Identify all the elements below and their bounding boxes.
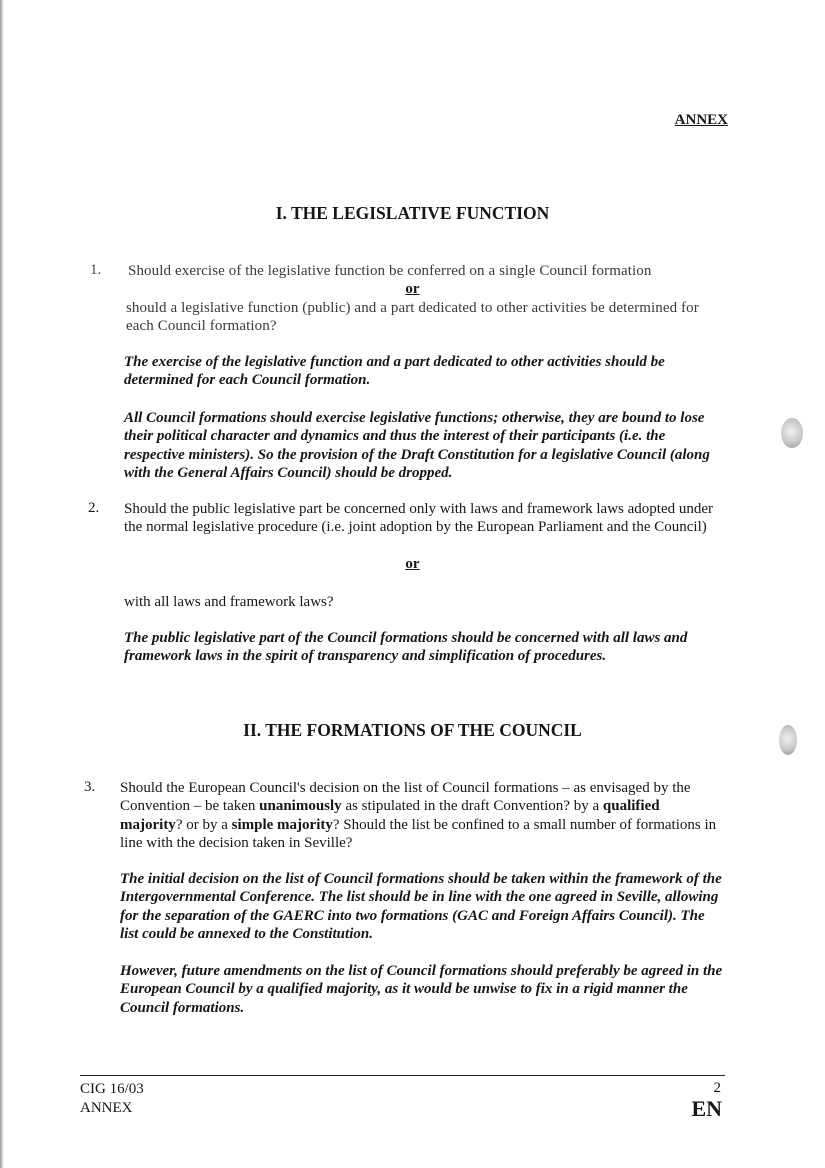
language-code: EN (691, 1096, 722, 1121)
footer-annex-label: ANNEX (80, 1099, 133, 1116)
page-number: 2 (713, 1080, 721, 1096)
answer-paragraph: The initial decision on the list of Council formations should be taken within the framework of the Intergovernmental Conference. The list should be in line with the one agreed in Seville, allowing for the separation of the GAERC into two formations (GAC and Foreign Affairs Council). The list could be annexed to the Constitution. (120, 871, 722, 942)
item-question: should a legislative function (public) and a part dedicated to other activities be determined for each Council formation? (126, 300, 699, 335)
emphasis-unanimously: unanimously (259, 798, 342, 815)
annex-heading: ANNEX (674, 112, 728, 128)
item-number: 2. (88, 500, 100, 516)
item-question: with all laws and framework laws? (124, 594, 334, 610)
answer-paragraph: All Council formations should exercise legislative functions; otherwise, they are bound to lose their political character and dynamics and thus the interest of their participants (i.e. the respective ministers). So the provision of the Draft Constitution for a legislative Council (along with the General Affairs Council) should be dropped. (124, 410, 710, 481)
doc-reference: CIG 16/03 (80, 1081, 144, 1097)
item-question: Should exercise of the legislative function be conferred on a single Council formation (128, 263, 652, 279)
emphasis-simple-majority: simple majority (231, 816, 333, 833)
or-separator: or (405, 281, 420, 297)
item-question: Should the public legislative part be concerned only with laws and framework laws adopted under the normal legislative procedure (i.e. joint adoption by the European Parliament and the Council) (124, 501, 713, 536)
punch-hole-mark (781, 418, 803, 448)
answer-paragraph: The exercise of the legislative function and a part dedicated to other activities should be determined for each Council formation. (124, 354, 665, 389)
answer-paragraph: The public legislative part of the Council formations should be concerned with all laws and framework laws in the spirit of transparency and simplification of procedures. (124, 630, 688, 665)
item-question: Should the European Council's decision on the list of Council formations – as envisaged by the Convention – be taken unanimously as stipulated in the draft Convention? by a qualified majority? or by a simple majority? Should the list be confined to a small number of formations in line with the decision taken in Seville? (120, 780, 717, 851)
scan-edge (0, 0, 4, 1168)
item-number: 3. (84, 779, 96, 795)
footer-divider (80, 1075, 725, 1076)
section-title-council-formations: II. THE FORMATIONS OF THE COUNCIL (243, 720, 582, 740)
answer-paragraph: However, future amendments on the list of Council formations should preferably be agreed in the European Council by a qualified majority, as it would be unwise to fix in a rigid manner the Council formations. (120, 963, 723, 1016)
emphasis-qualified-majority: qualified majority (120, 798, 660, 833)
section-title-legislative-function: I. THE LEGISLATIVE FUNCTION (275, 203, 550, 223)
footer-reference (80, 1080, 144, 1117)
or-separator: or (405, 556, 420, 572)
item-number: 1. (90, 262, 102, 278)
